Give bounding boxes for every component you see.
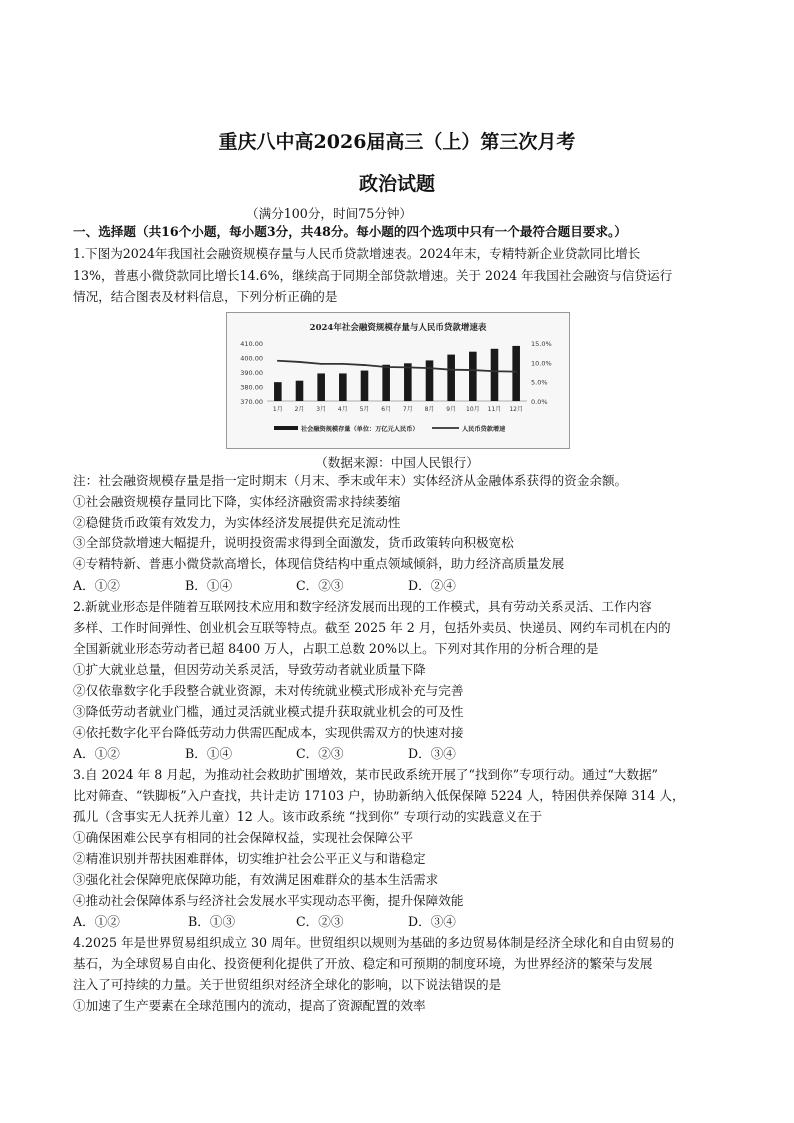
line-point	[385, 366, 387, 368]
q3-option-c: C．②③	[296, 914, 344, 929]
q2-stem-line-1: 2.新就业形态是伴随着互联网技术应用和数字经济发展而出现的工作模式，具有劳动关系灵活、工作内容	[73, 599, 652, 614]
q2-item-3: ③降低劳动者就业门槛，通过灵活就业模式提升获取就业机会的可及性	[73, 704, 464, 719]
legend-bar-swatch	[274, 426, 298, 430]
q2-stem-line-2: 多样、工作时间弹性、创业机会互联等特点。截至 2025 年 2 月，包括外卖员、快递员、网约车司机在内的	[73, 620, 671, 635]
section-heading: 一、选择题（共16个小题，每小题3分，共48分。每小题的四个选项中只有一个最符合题目要求。）	[73, 224, 627, 239]
line-point	[364, 364, 366, 366]
x-tick-label: 2月	[294, 406, 305, 413]
bar	[361, 371, 369, 401]
chart-source: （数据来源：中国人民银行）	[315, 455, 479, 470]
q2-item-1: ①扩大就业总量，但因劳动关系灵活，导致劳动者就业质量下降	[73, 662, 426, 677]
x-tick-label: 5月	[359, 406, 370, 413]
y-right-tick-label: 15.0%	[531, 340, 552, 348]
line-point	[450, 369, 452, 371]
line-point	[320, 363, 322, 365]
chart-title: 2024年社会融资规模存量与人民币贷款增速表	[309, 323, 487, 333]
line-point	[494, 370, 496, 372]
q1-item-2: ②稳健货币政策有效发力，为实体经济发展提供充足流动性	[73, 515, 401, 530]
q4-stem-line-3: 注入了可持续的力量。关于世贸组织对经济全球化的影响，以下说法错误的是	[73, 977, 502, 992]
x-tick-label: 10月	[466, 406, 480, 413]
bar	[491, 349, 499, 401]
y-right-tick-label: 0.0%	[531, 398, 548, 406]
loan-growth-chart	[226, 312, 570, 449]
exam-info: （满分100分，时间75分钟）	[246, 206, 413, 221]
y-left-tick-label: 390.00	[240, 369, 263, 377]
bar	[339, 373, 347, 401]
q4-stem-line-2: 基石，为全球贸易自由化、投资便利化提供了开放、稳定和可预期的制度环境，为世界经济的繁荣与发展	[73, 956, 653, 971]
bar	[447, 355, 455, 401]
y-right-tick-label: 10.0%	[531, 359, 552, 368]
exam-title: 重庆八中高2026届高三（上）第三次月考	[218, 131, 576, 153]
q2-option-a: A．①②	[73, 746, 120, 761]
q1-item-3: ③全部贷款增速大幅提升，说明投资需求得到全面激发，货币政策转向积极宽松	[73, 535, 514, 550]
q1-stem-line-1: 1.下图为2024年我国社会融资规模存量与人民币贷款增速表。2024年末，专精特新企业贷款同比增长	[73, 246, 641, 261]
q3-item-4: ④推动社会保障体系与经济社会发展水平实现动态平衡，提升保障效能	[73, 893, 464, 908]
line-point	[277, 360, 279, 362]
q1-item-4: ④专精特新、普惠小微贷款高增长，体现信贷结构中重点领域倾斜，助力经济高质量发展	[73, 556, 565, 571]
loan-growth-line	[278, 361, 516, 372]
line-point	[299, 361, 301, 363]
y-left-tick-label: 410.00	[240, 340, 263, 348]
q2-option-b: B．①④	[185, 746, 233, 761]
x-tick-label: 11月	[487, 406, 502, 413]
q3-item-2: ②精准识别并帮扶困难群体，切实维护社会公平正义与和谐稳定	[73, 851, 426, 866]
q3-item-3: ③强化社会保障兜底保障功能，有效满足困难群众的基本生活需求	[73, 872, 439, 887]
q1-option-b: B．①④	[185, 578, 233, 593]
y-right-tick-label: 5.0%	[531, 378, 548, 387]
q4-stem-line-1: 4.2025 年是世界贸易组织成立 30 周年。世贸组织以规则为基础的多边贸易体制是经济全球化和自由贸易的	[73, 935, 675, 950]
line-point	[407, 366, 409, 368]
bar	[382, 365, 390, 401]
line-point	[429, 367, 431, 369]
q3-option-a: A．①②	[73, 914, 120, 929]
q1-note: 注：社会融资规模存量是指一定时期末（月末、季末或年末）实体经济从金融体系获得的资金余额。	[73, 473, 628, 488]
q1-stem-line-2: 13%，普惠小微贷款同比增长14.6%，继续高于同期全部贷款增速。关于 2024 年我国社会融资与信贷运行	[73, 268, 673, 283]
line-point	[342, 363, 344, 365]
x-tick-label: 1月	[272, 406, 283, 413]
x-tick-label: 7月	[402, 406, 413, 413]
q1-option-d: D．②④	[408, 578, 456, 593]
line-point	[515, 371, 517, 373]
q2-item-4: ④依托数字化平台降低劳动力供需匹配成本，实现供需双方的快速对接	[73, 725, 464, 740]
x-tick-label: 8月	[424, 406, 435, 413]
q4-item-1: ①加速了生产要素在全球范围内的流动，提高了资源配置的效率	[73, 998, 426, 1013]
q3-item-1: ①确保困难公民享有相同的社会保障权益，实现社会保障公平	[73, 830, 414, 845]
x-tick-label: 4月	[337, 406, 348, 413]
q3-stem-line-1: 3.自 2024 年 8 月起，为推动社会救助扩围增效，某市民政系统开展了“找到你”专项行动。通过“大数据”	[73, 767, 659, 782]
x-tick-label: 3月	[316, 406, 327, 413]
q1-item-1: ①社会融资规模存量同比下降，实体经济融资需求持续萎缩	[73, 494, 401, 509]
q1-option-a: A．①②	[73, 578, 120, 593]
q3-option-b: B．①③	[188, 914, 236, 929]
chart-svg	[227, 313, 569, 448]
q1-stem-line-3: 情况，结合图表及材料信息，下列分析正确的是	[73, 289, 338, 304]
bar	[426, 360, 434, 401]
y-left-tick-label: 400.00	[240, 354, 263, 363]
y-left-tick-label: 380.00	[240, 383, 263, 392]
q2-stem-line-3: 全国新就业形态劳动者已超 8400 万人，占职工总数 20%以上。下列对其作用的分析合理的是	[73, 641, 599, 656]
bar	[404, 363, 412, 401]
legend-bar-label: 社会融资规模存量（单位：万亿元人民币）	[301, 426, 419, 433]
x-tick-label: 9月	[446, 406, 457, 413]
q1-option-c: C．②③	[296, 578, 344, 593]
x-tick-label: 6月	[381, 406, 392, 413]
bar	[274, 382, 282, 401]
bar	[512, 346, 520, 401]
x-tick-label: 12月	[509, 406, 523, 413]
q3-stem-line-2: 比对筛查、“铁脚板”入户查找，共计走访 17103 户，协助新纳入低保保障 5224 人，特困供养保障 314 人，	[73, 788, 685, 803]
q3-stem-line-3: 孤儿（含事实无人抚养儿童）12 人。该市政系统 “找到你” 专项行动的实践意义在于	[73, 809, 543, 824]
line-point	[472, 369, 474, 371]
q2-item-2: ②仅依靠数字化手段整合就业资源，未对传统就业模式形成补充与完善	[73, 683, 464, 698]
subject-title: 政治试题	[358, 173, 435, 195]
bar	[296, 381, 304, 401]
q2-option-d: D．③④	[408, 746, 456, 761]
bar	[317, 373, 325, 401]
y-left-tick-label: 370.00	[240, 398, 263, 406]
q2-option-c: C．②③	[296, 746, 344, 761]
legend-line-label: 人民币贷款增速	[462, 426, 506, 433]
bar	[469, 352, 477, 401]
q3-option-d: D．③④	[408, 914, 456, 929]
